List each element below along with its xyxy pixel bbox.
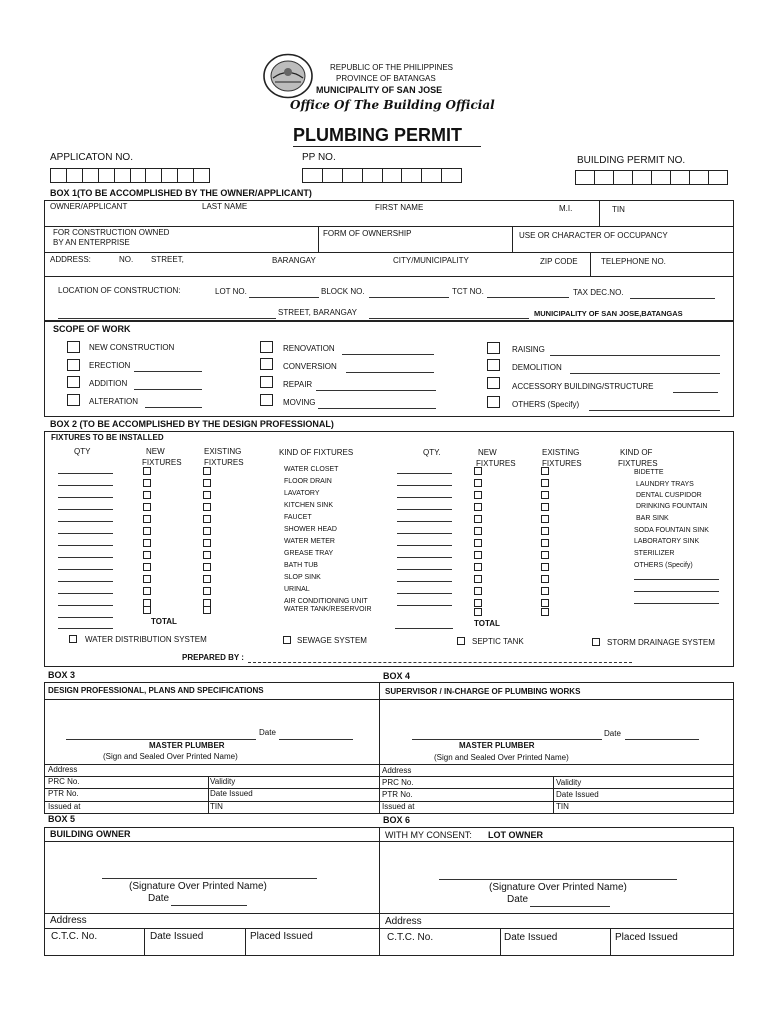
addition-checkbox[interactable] [67,376,80,388]
address-no-label: NO. [119,255,134,264]
box1-title: BOX 1(TO BE ACCOMPLISHED BY THE OWNER/APPLICANT) [50,188,312,198]
box4-date-field[interactable] [625,739,699,740]
box5-placed-issued-label: Placed Issued [250,931,313,942]
kind-of-fixtures-header-left: KIND OF FIXTURES [279,448,354,457]
new-checkbox-left[interactable] [143,503,151,511]
box4-master-plumber: MASTER PLUMBER [459,741,535,750]
others-specify-field[interactable] [634,591,719,592]
existing-checkbox-right[interactable] [541,563,549,571]
fixture-label-left: LAVATORY [284,490,320,497]
building-permit-no-field[interactable] [575,170,728,185]
page-title: PLUMBING PERMIT [293,125,462,145]
raising-field[interactable] [550,355,720,356]
box3-signature-field[interactable] [66,739,256,740]
box5-address-label: Address [50,915,87,926]
location-of-construction-label: LOCATION OF CONSTRUCTION: [58,286,181,295]
qty-field-right[interactable] [397,557,452,558]
box3-address-label: Address [48,765,78,774]
qty-header-right: QTY. [423,448,441,457]
box4-issued-at-label: Issued at [382,802,415,811]
existing-fixtures-header-left: FIXTURES [204,458,244,467]
new-fixtures-header-left: FIXTURES [142,458,182,467]
scope-frame [44,321,734,417]
fixture-label-right: BAR SINK [636,515,669,522]
storm-drainage-checkbox[interactable] [592,638,600,646]
box4-validity-label: Validity [556,778,582,787]
fixture-label-left: GREASE TRAY [284,550,334,557]
existing-checkbox-right[interactable] [541,599,549,607]
new-checkbox-right[interactable] [474,479,482,487]
qty-field-left[interactable] [58,593,113,594]
fixture-label-right: STERILIZER [634,550,675,557]
new-checkbox-right[interactable] [474,587,482,595]
owner-applicant-label: OWNER/APPLICANT [50,202,128,211]
accessory-building-field[interactable] [673,392,718,393]
box6-title: LOT OWNER [488,830,543,840]
existing-checkbox-left[interactable] [203,527,211,535]
for-construction-label-1: FOR CONSTRUCTION OWNED [53,228,170,237]
existing-checkbox-left[interactable] [203,467,211,475]
box4-sign-sealed: (Sign and Sealed Over Printed Name) [434,753,569,762]
box3-issued-at-label: Issued at [48,802,81,811]
box2-title: BOX 2 (TO BE ACCOMPLISHED BY THE DESIGN PROFESSIONAL) [50,419,334,429]
fixture-label-right: SODA FOUNTAIN SINK [634,527,709,534]
box4-prc-no-label: PRC No. [382,778,414,787]
box5-label: BOX 5 [48,814,76,824]
total-field-right[interactable] [395,628,453,629]
qty-field-right[interactable] [397,533,452,534]
septic-tank-label: SEPTIC TANK [472,637,524,646]
tax-dec-no-label: TAX DEC.NO. [573,288,624,297]
prepared-by-label: PREPARED BY : [182,653,244,662]
demolition-checkbox[interactable] [487,359,500,371]
box6-date-issued-label: Date Issued [504,932,558,943]
qty-field-left[interactable] [58,485,113,486]
existing-checkbox-right[interactable] [541,515,549,523]
address-city-label: CITY/MUNICIPALITY [393,256,469,265]
new-checkbox-left[interactable] [143,515,151,523]
existing-checkbox-left[interactable] [203,606,211,614]
box6-title-prefix: WITH MY CONSENT: [385,830,472,840]
existing-checkbox-right[interactable] [541,575,549,583]
existing-checkbox-left[interactable] [203,563,211,571]
addition-field[interactable] [134,389,202,390]
moving-field[interactable] [318,408,436,409]
box3-date-issued-label: Date Issued [210,789,253,798]
existing-header-right: EXISTING [542,448,580,457]
new-checkbox-right[interactable] [474,539,482,547]
box6-signature-label: (Signature Over Printed Name) [489,882,627,893]
box3-prc-no-label: PRC No. [48,777,80,786]
existing-checkbox-right[interactable] [541,467,549,475]
existing-checkbox-right[interactable] [541,479,549,487]
zip-code-label: ZIP CODE [540,257,578,266]
fixture-label-right: LAUNDRY TRAYS [636,481,694,488]
fixture-label-left: WATER METER [284,538,335,545]
existing-checkbox-right[interactable] [541,551,549,559]
qty-field-left[interactable] [58,521,113,522]
septic-tank-checkbox[interactable] [457,637,465,645]
box5-date-field[interactable] [171,905,247,906]
tct-no-field[interactable] [487,297,569,298]
fixtures-title: FIXTURES TO BE INSTALLED [51,433,164,442]
existing-checkbox-left[interactable] [203,539,211,547]
new-checkbox-left[interactable] [143,539,151,547]
qty-field-right[interactable] [397,473,452,474]
box6-signature-field[interactable] [439,879,677,880]
new-checkbox-left[interactable] [143,575,151,583]
erection-checkbox[interactable] [67,359,80,371]
fixture-label-right: DRINKING FOUNTAIN [636,503,708,510]
box3-validity-label: Validity [210,777,236,786]
fixture-label-left: WATER CLOSET [284,466,339,473]
new-checkbox-left[interactable] [143,587,151,595]
box4-title: SUPERVISOR / IN-CHARGE OF PLUMBING WORKS [385,687,581,696]
conversion-field[interactable] [346,372,434,373]
repair-label: REPAIR [283,380,313,389]
box5-signature-field[interactable] [102,878,317,879]
renovation-field[interactable] [342,354,434,355]
new-checkbox-left[interactable] [143,491,151,499]
box4-date-label: Date [604,729,621,738]
location-street-field[interactable] [58,318,276,319]
fixture-label-right: OTHERS (Specify) [634,562,693,569]
new-checkbox-right[interactable] [474,503,482,511]
qty-field-right[interactable] [397,497,452,498]
existing-checkbox-right[interactable] [541,587,549,595]
block-no-label: BLOCK NO. [321,287,365,296]
existing-checkbox-right[interactable] [541,527,549,535]
others-field[interactable] [589,410,720,411]
qty-field-left[interactable] [58,509,113,510]
address-barangay-label: BARANGAY [272,256,316,265]
existing-checkbox-left[interactable] [203,503,211,511]
new-checkbox-right[interactable] [474,563,482,571]
new-checkbox-right[interactable] [474,599,482,607]
box6-label: BOX 6 [383,815,411,825]
box4-date-issued-label: Date Issued [556,790,599,799]
total-field-left[interactable] [58,628,113,629]
fixture-label-left: BATH TUB [284,562,318,569]
box6-address-label: Address [385,916,422,927]
box4-tin-label: TIN [556,802,569,811]
qty-field-left[interactable] [58,497,113,498]
lot-no-field[interactable] [249,297,319,298]
pp-no-label: PP NO. [302,152,336,163]
kind-of-header-right: KIND OF [620,448,653,457]
sewage-system-label: SEWAGE SYSTEM [297,636,367,645]
alteration-field[interactable] [145,407,202,408]
water-distribution-checkbox[interactable] [69,635,77,643]
qty-field-left[interactable] [58,581,113,582]
conversion-checkbox[interactable] [260,358,273,370]
renovation-label: RENOVATION [283,344,335,353]
box3-label: BOX 3 [48,670,76,680]
moving-label: MOVING [283,398,316,407]
qty-field-right[interactable] [397,569,452,570]
box4-address-label: Address [382,766,412,775]
qty-field-left[interactable] [58,605,113,606]
qty-field-right[interactable] [397,605,452,606]
box6-placed-issued-label: Placed Issued [615,932,678,943]
new-checkbox-right[interactable] [474,491,482,499]
repair-checkbox[interactable] [260,376,273,388]
existing-checkbox-right[interactable] [541,608,549,616]
title-underline [293,146,481,147]
last-name-label: LAST NAME [202,202,248,211]
tct-no-label: TCT NO. [452,287,484,296]
others-label: OTHERS (Specify) [512,400,580,409]
box3-sign-sealed: (Sign and Sealed Over Printed Name) [103,752,238,761]
accessory-building-checkbox[interactable] [487,377,500,389]
fixture-label-left: AIR CONDITIONING UNIT [284,598,368,605]
qty-field-right[interactable] [397,485,452,486]
new-header-right: NEW [478,448,497,457]
new-checkbox-right[interactable] [474,608,482,616]
qty-field-left[interactable] [58,473,113,474]
fixture-label-left: WATER TANK/RESERVOIR [284,606,372,613]
existing-checkbox-left[interactable] [203,491,211,499]
new-checkbox-left[interactable] [143,479,151,487]
fixture-label-left: FAUCET [284,514,312,521]
demolition-field[interactable] [570,373,720,374]
new-checkbox-left[interactable] [143,527,151,535]
box3-date-label: Date [259,728,276,737]
first-name-label: FIRST NAME [375,203,424,212]
box6-date-label: Date [507,894,529,905]
application-no-field[interactable] [50,168,210,183]
raising-label: RAISING [512,345,545,354]
others-specify-field[interactable] [634,579,719,580]
alteration-checkbox[interactable] [67,394,80,406]
others-checkbox[interactable] [487,396,500,408]
tin-label: TIN [612,205,625,214]
new-checkbox-right[interactable] [474,551,482,559]
erection-label: ERECTION [89,361,131,370]
box3-title: DESIGN PROFESSIONAL, PLANS AND SPECIFICATIONS [48,686,264,695]
total-label-left: TOTAL [151,617,177,626]
existing-checkbox-left[interactable] [203,479,211,487]
conversion-label: CONVERSION [283,362,337,371]
application-no-label: APPLICATON NO. [50,152,133,163]
fixture-label-right: DENTAL CUSPIDOR [636,492,702,499]
qty-field-right[interactable] [397,521,452,522]
box5-ctc-no-label: C.T.C. No. [51,931,98,942]
new-construction-checkbox[interactable] [67,341,80,353]
box3-date-field[interactable] [279,739,353,740]
tax-dec-no-field[interactable] [630,298,715,299]
erection-field[interactable] [134,371,202,372]
box5-date-issued-label: Date Issued [150,931,204,942]
raising-checkbox[interactable] [487,342,500,354]
new-fixtures-header-right: FIXTURES [476,459,516,468]
qty-field-right[interactable] [397,581,452,582]
total-label-right: TOTAL [474,619,500,628]
fixture-label-left: URINAL [284,586,310,593]
qty-header-left: QTY [74,447,91,456]
new-checkbox-right[interactable] [474,527,482,535]
new-checkbox-right[interactable] [474,575,482,583]
water-distribution-label: WATER DISTRIBUTION SYSTEM [85,635,207,644]
pp-no-field[interactable] [302,168,462,183]
mi-label: M.I. [559,204,573,213]
qty-field-left[interactable] [58,533,113,534]
demolition-label: DEMOLITION [512,363,562,372]
fixture-label-left: FLOOR DRAIN [284,478,332,485]
new-checkbox-left[interactable] [143,563,151,571]
office-title: Office Of The Building Official [290,98,495,112]
existing-checkbox-left[interactable] [203,515,211,523]
storm-drainage-label: STORM DRAINAGE SYSTEM [607,638,715,647]
telephone-no-label: TELEPHONE NO. [601,257,666,266]
new-header-left: NEW [146,447,165,456]
repair-field[interactable] [316,390,436,391]
existing-checkbox-left[interactable] [203,551,211,559]
box3-master-plumber: MASTER PLUMBER [149,741,225,750]
renovation-checkbox[interactable] [260,341,273,353]
addition-label: ADDITION [89,379,128,388]
owner-name-field[interactable] [46,214,596,225]
others-specify-field[interactable] [634,603,719,604]
existing-checkbox-left[interactable] [203,575,211,583]
use-of-occupancy-label: USE OR CHARACTER OF OCCUPANCY [519,231,668,240]
municipal-seal [262,53,314,99]
address-street-label: STREET, [151,255,184,264]
qty-field-left[interactable] [58,557,113,558]
qty-field-right[interactable] [397,509,452,510]
alteration-label: ALTERATION [89,397,139,406]
block-no-field[interactable] [369,297,449,298]
existing-checkbox-right[interactable] [541,491,549,499]
new-checkbox-left[interactable] [143,551,151,559]
new-construction-label: NEW CONSTRUCTION [89,343,175,352]
fixture-label-left: SHOWER HEAD [284,526,337,533]
qty-field-left[interactable] [58,569,113,570]
qty-field-left[interactable] [58,545,113,546]
qty-field-left[interactable] [58,617,113,618]
box5-title: BUILDING OWNER [50,829,131,839]
building-permit-no-label: BUILDING PERMIT NO. [577,155,686,166]
qty-field-right[interactable] [397,545,452,546]
republic-text: REPUBLIC OF THE PHILIPPINES [330,63,453,72]
municipality-value: MUNICIPALITY OF SAN JOSE,BATANGAS [534,309,683,318]
moving-checkbox[interactable] [260,394,273,406]
box5-date-label: Date [148,893,170,904]
fixture-label-right: BIDETTE [634,469,664,476]
street-barangay-field[interactable] [369,318,529,319]
existing-checkbox-right[interactable] [541,539,549,547]
province-text: PROVINCE OF BATANGAS [336,74,436,83]
box4-label: BOX 4 [383,671,411,681]
street-barangay-label: STREET, BARANGAY [278,308,357,317]
existing-checkbox-right[interactable] [541,503,549,511]
new-checkbox-right[interactable] [474,467,482,475]
scope-of-work-title: SCOPE OF WORK [53,324,131,334]
prepared-by-field[interactable] [248,662,632,663]
lot-no-label: LOT NO. [215,287,247,296]
box6-date-field[interactable] [530,906,610,907]
box5-signature-label: (Signature Over Printed Name) [129,881,267,892]
existing-fixtures-header-right: FIXTURES [542,459,582,468]
form-of-ownership-label: FORM OF OWNERSHIP [323,229,412,238]
fixture-label-right: LABORATORY SINK [634,538,700,545]
address-label: ADDRESS: [50,255,91,264]
for-construction-label-2: BY AN ENTERPRISE [53,238,130,247]
box4-ptr-no-label: PTR No. [382,790,413,799]
new-checkbox-left[interactable] [143,606,151,614]
kind-fixtures-header-right: FIXTURES [618,459,658,468]
box4-signature-field[interactable] [412,739,602,740]
qty-field-right[interactable] [397,593,452,594]
existing-header-left: EXISTING [204,447,242,456]
box3-tin-label: TIN [210,802,223,811]
fixture-label-left: KITCHEN SINK [284,502,334,509]
municipality-text: MUNICIPALITY OF SAN JOSE [316,85,443,95]
new-checkbox-right[interactable] [474,515,482,523]
box6-ctc-no-label: C.T.C. No. [387,932,434,943]
sewage-system-checkbox[interactable] [283,636,291,644]
new-checkbox-left[interactable] [143,467,151,475]
box3-ptr-no-label: PTR No. [48,789,79,798]
accessory-building-label: ACCESSORY BUILDING/STRUCTURE [512,382,654,391]
fixture-label-left: SLOP SINK [284,574,321,581]
existing-checkbox-left[interactable] [203,587,211,595]
